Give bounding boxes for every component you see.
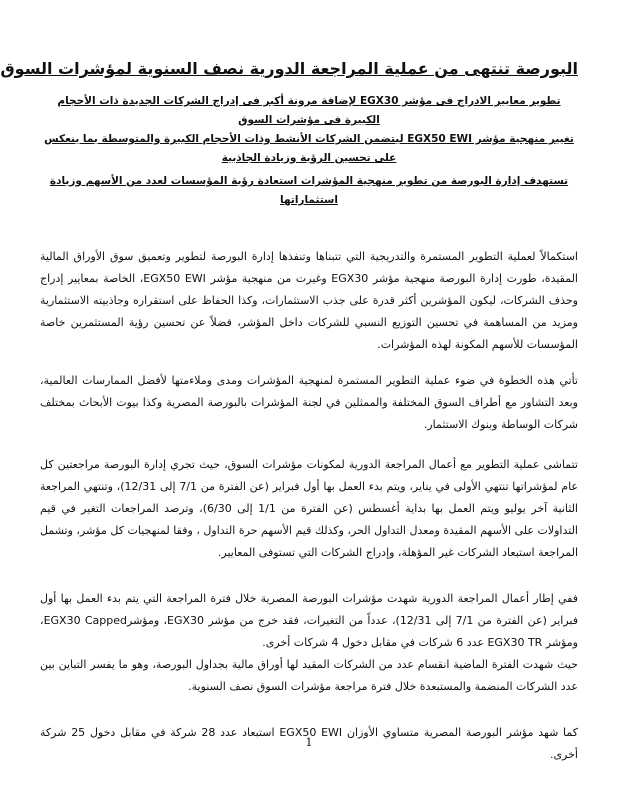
- subheadline-egx50-methodology: تغيير منهجية مؤشر EGX50 EWI ليتضمن الشركات الأنشط وذات الأحجام الكبيرة والمتوسطة بما ينعكس على تحسين الرؤية وزيادة الجاذبية: [44, 133, 574, 164]
- page-number: 1: [305, 736, 313, 749]
- subheadline-institutional-visibility: تستهدف إدارة البورصة من تطوير منهجية المؤشرات استعادة رؤية المؤسسات لعدد من الأسهم وزيادة استثماراتها: [49, 175, 569, 206]
- paragraph-consultation: تأتي هذه الخطوة في ضوء عملية التطوير المستمرة لمنهجية المؤشرات ومدى وملاءمتها لأفضل الممارسات العالمية، وبعد التشاور مع أطراف السوق المختلفة والممثلين في لجنة المؤشرات بالبورصة المصرية وكذا بيوت الأبحاث بمختلف شركات الوساطة وبنوك الاستثمار.: [40, 374, 578, 431]
- paragraph-egx30-changes: ففي إطار أعمال المراجعة الدورية شهدت مؤشرات البورصة المصرية خلال فترة المراجعة التي يتم بدء العمل بها أول فبراير (عن الفترة من 7/1 إلى 12/31)، عدداً من التغيرات، فقد خرج من مؤشر EGX30، ومؤشرEGX30 Capped، ومؤشر EGX30 TR عدد 6 شركات في مقابل دخول 4 شركات أخرى.: [40, 592, 578, 649]
- paragraph-intro: استكمالاً لعملية التطوير المستمرة والتدريجية التي تتبناها وتنفذها إدارة البورصة لتطوير وتعميق سوق الأوراق المالية المقيدة، طورت إدارة البورصة منهجية مؤشر EGX30 وغيرت من منهجية مؤشر EGX50 EWI، الخاصة بمعايير إدراج وحذف الشركات، ليكون المؤشرين أكثر قدرة على جذب الاستثمارات، وكذا الحفاظ على استقراره وجاذبيته الاستثمارية ومزيد من المساهمة في تحسين التوزيع النسبي للشركات داخل المؤشر، فضلاً عن تحسين رؤية المستثمرين خاصة المؤسسات للأسهم المكونة لهذه المؤشرات.: [40, 250, 578, 351]
- subheadline-indexing-criteria: تطوير معايير الادراج فى مؤشر EGX30 لإضافة مرونة أكبر فى إدراج الشركات الجديدة ذات الأحجام الكبيرة فى مؤشرات السوق: [57, 95, 561, 126]
- paragraph-periodic-review: تتماشى عملية التطوير مع أعمال المراجعة الدورية لمكونات مؤشرات السوق، حيث تجري إدارة البورصة مراجعتين كل عام لمؤشراتها تنتهي الأولى في يناير، ويتم بدء العمل بها أول فبراير (عن الفترة من 7/1 إلى 12/31)، وتنتهي المراجعة الثانية آخر يوليو ويتم العمل بها بداية أغسطس (عن الفترة من 1/1 إلى 6/30)، وترصد المراجعات التغير في قيم التداولات على الأسهم المقيدة ومعدل التداول الحر، وكذلك قيم الأسهم حرة التداول ، وفقا لمنهجيات كل مؤشر، وتشمل المراجعة استبعاد الشركات غير المؤهلة، وإدراج الشركات التي تستوفى المعايير.: [40, 458, 578, 559]
- paragraph-company-splits: حيث شهدت الفترة الماضية انقسام عدد من الشركات المقيد لها أوراق مالية بجداول البورصة، وهو ما يفسر التباين بين عدد الشركات المنضمة والمستبعدة خلال فترة مراجعة مؤشرات السوق نصف السنوية.: [40, 658, 578, 693]
- paragraph-egx50-changes: كما شهد مؤشر البورصة المصرية متساوي الأوزان EGX50 EWI استبعاد عدد 28 شركة في مقابل دخول 25 شركة أخرى.: [40, 726, 579, 761]
- headline: البورصة تنتهى من عملية المراجعة الدورية نصف السنوية لمؤشرات السوق: [0, 59, 578, 78]
